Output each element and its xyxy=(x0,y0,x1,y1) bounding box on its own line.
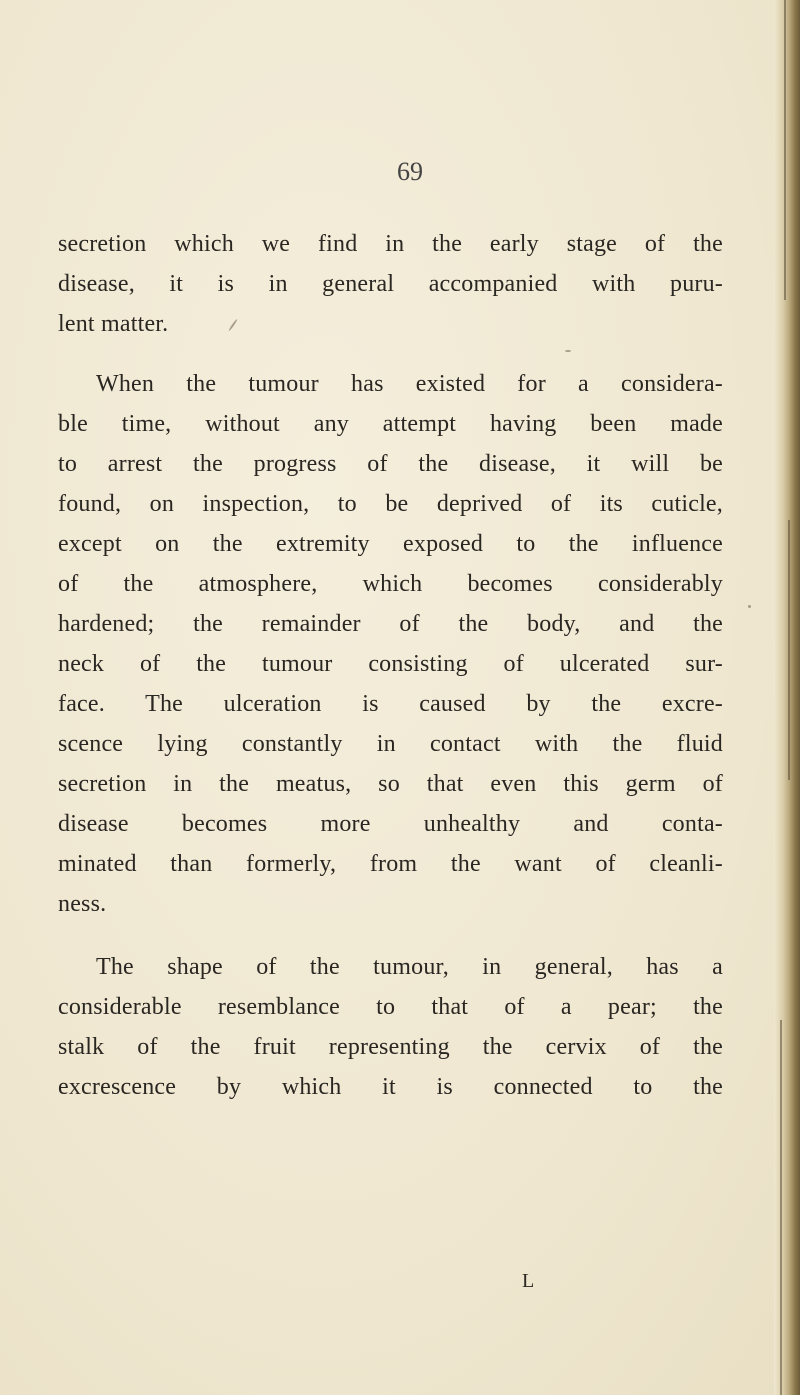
text-line: The shape of the tumour, in general, has a xyxy=(96,954,723,980)
text-line: lent matter. xyxy=(58,311,169,337)
binding-shadow xyxy=(788,520,790,780)
text-line: ble time, without any attempt having been made xyxy=(58,411,723,437)
text-line: of the atmosphere, which becomes considerably xyxy=(58,571,723,597)
text-line: neck of the tumour consisting of ulcerated sur- xyxy=(58,651,723,677)
text-line: excrescence by which it is connected to the xyxy=(58,1074,723,1100)
text-line: except on the extremity exposed to the influence xyxy=(58,531,723,557)
signature-mark: L xyxy=(522,1270,535,1292)
binding-shadow xyxy=(780,1020,782,1395)
text-line: to arrest the progress of the disease, it will be xyxy=(58,451,723,477)
text-line: secretion in the meatus, so that even this germ of xyxy=(58,771,723,797)
text-line: hardened; the remainder of the body, and the xyxy=(58,611,723,637)
text-line: disease, it is in general accompanied with puru- xyxy=(58,271,723,297)
text-line: disease becomes more unhealthy and conta- xyxy=(58,811,723,837)
text-line: minated than formerly, from the want of cleanli- xyxy=(58,851,723,877)
text-line: secretion which we find in the early stage of the xyxy=(58,231,723,257)
paper-blemish xyxy=(748,605,751,608)
page-number: 69 xyxy=(397,157,423,186)
text-line: stalk of the fruit representing the cervix of the xyxy=(58,1034,723,1060)
text-line: face. The ulceration is caused by the excre- xyxy=(58,691,723,717)
text-line: scence lying constantly in contact with the fluid xyxy=(58,731,723,757)
text-line: When the tumour has existed for a considera- xyxy=(96,371,723,397)
binding-shadow xyxy=(784,0,786,300)
paper-blemish xyxy=(565,350,571,352)
text-line: ness. xyxy=(58,891,107,917)
text-line: considerable resemblance to that of a pear; the xyxy=(58,994,723,1020)
page-edge xyxy=(774,0,800,1395)
text-line: found, on inspection, to be deprived of its cuticle, xyxy=(58,491,723,517)
